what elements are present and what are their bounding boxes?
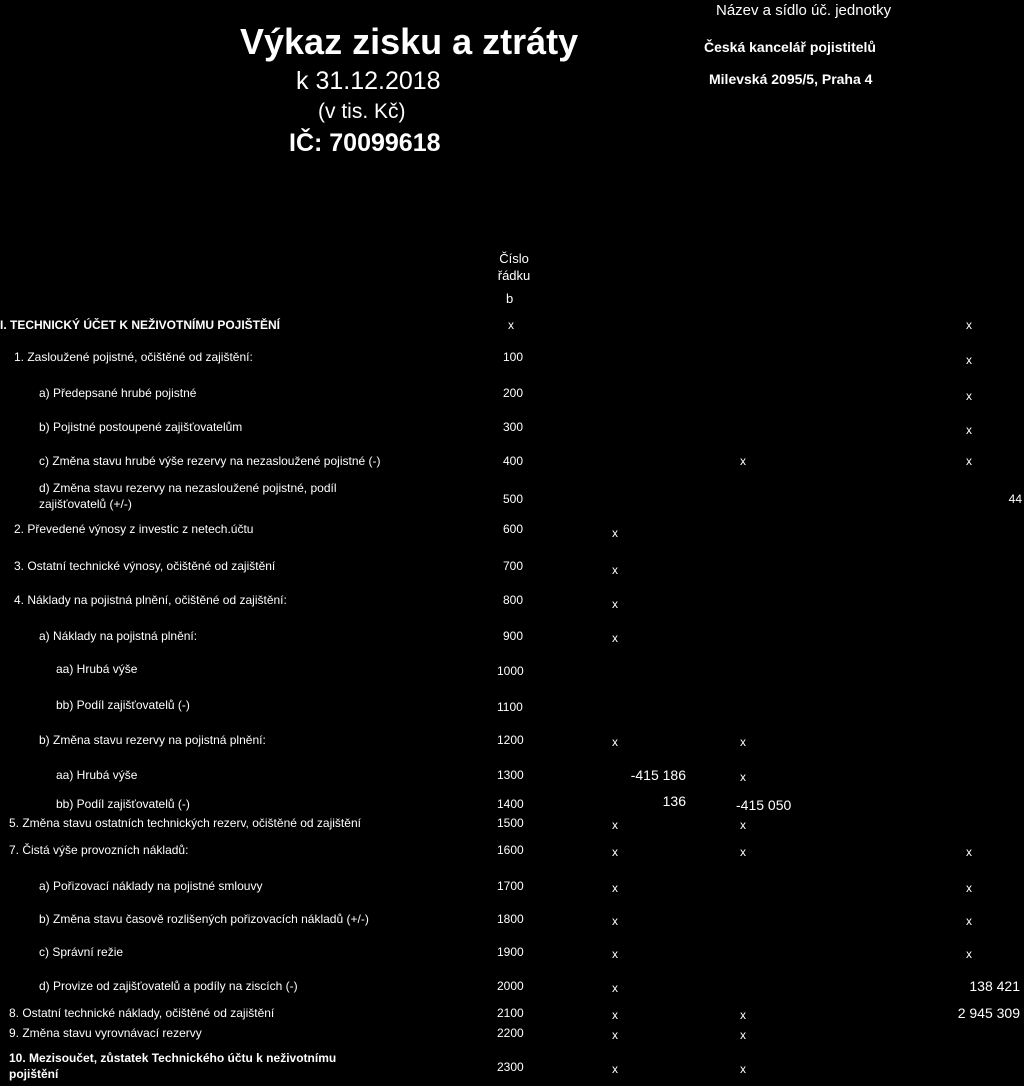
row-number: x bbox=[508, 318, 514, 332]
row-number: 100 bbox=[503, 350, 524, 364]
row-label: c) Správní režie bbox=[39, 945, 124, 959]
row-number: 2200 bbox=[497, 1026, 524, 1040]
entity-label: Název a sídlo úč. jednotky bbox=[716, 2, 892, 19]
row-label: aa) Hrubá výše bbox=[56, 768, 138, 782]
row-number: 1100 bbox=[497, 700, 523, 714]
row-number: 1900 bbox=[497, 945, 524, 959]
row-number: 500 bbox=[503, 492, 524, 506]
row-number: 2300 bbox=[497, 1060, 524, 1074]
entity-name: Česká kancelář pojistitelů bbox=[704, 39, 876, 55]
row-label: I. TECHNICKÝ ÚČET K NEŽIVOTNÍMU POJIŠTĚNÍ bbox=[0, 318, 281, 332]
row-col1: x bbox=[612, 1008, 618, 1022]
row-col1: x bbox=[612, 981, 618, 995]
row-col2: x bbox=[740, 818, 746, 832]
row-label: 4. Náklady na pojistná plnění, očištěné od zajištění: bbox=[14, 593, 287, 607]
row-number: 1700 bbox=[497, 879, 524, 893]
row-label: 10. Mezisoučet, zůstatek Technického účtu k neživotnímu pojištění bbox=[9, 1051, 337, 1081]
row-number: 700 bbox=[503, 559, 524, 573]
row-col2: x bbox=[740, 845, 746, 859]
row-col1: -415 186 bbox=[630, 767, 686, 783]
row-col3: x bbox=[966, 318, 972, 332]
row-number: 2000 bbox=[497, 979, 524, 993]
row-col3: x bbox=[966, 454, 972, 468]
row-label: 8. Ostatní technické náklady, očištěné od zajištění bbox=[9, 1006, 275, 1020]
row-col2: x bbox=[740, 770, 746, 784]
row-number: 800 bbox=[503, 593, 524, 607]
row-col1: x bbox=[612, 631, 618, 645]
row-number-header: Číslo řádku bbox=[497, 251, 531, 283]
row-label: d) Změna stavu rezervy na nezasloužené pojistné, podíl zajišťovatelů (+/-) bbox=[39, 481, 337, 511]
row-col1: x bbox=[612, 1062, 618, 1076]
row-number: 1000 bbox=[497, 664, 524, 678]
row-col3: x bbox=[966, 389, 972, 403]
row-label: d) Provize od zajišťovatelů a podíly na ziscích (-) bbox=[39, 979, 298, 993]
row-label: b) Změna stavu rezervy na pojistná plnění: bbox=[39, 733, 266, 747]
row-col2: x bbox=[740, 454, 746, 468]
row-number: 1300 bbox=[497, 768, 524, 782]
row-col2: x bbox=[740, 735, 746, 749]
row-number: 2100 bbox=[497, 1006, 524, 1020]
row-label: a) Předepsané hrubé pojistné bbox=[39, 386, 197, 400]
row-label: bb) Podíl zajišťovatelů (-) bbox=[56, 797, 190, 811]
row-label: 9. Změna stavu vyrovnávací rezervy bbox=[9, 1026, 202, 1040]
row-col4: 138 421 bbox=[969, 978, 1020, 994]
row-number: 600 bbox=[503, 522, 524, 536]
row-number: 200 bbox=[503, 386, 524, 400]
row-col3: x bbox=[966, 947, 972, 961]
row-col2: x bbox=[740, 1008, 746, 1022]
row-col1: x bbox=[612, 1028, 618, 1042]
entity-address: Milevská 2095/5, Praha 4 bbox=[709, 71, 873, 87]
row-col3: x bbox=[966, 423, 972, 437]
row-col1: x bbox=[612, 845, 618, 859]
row-number: 900 bbox=[503, 629, 524, 643]
row-col3: x bbox=[966, 353, 972, 367]
row-label: c) Změna stavu hrubé výše rezervy na nezasloužené pojistné (-) bbox=[39, 454, 381, 468]
row-col1: x bbox=[612, 881, 618, 895]
row-number-letter: b bbox=[506, 291, 514, 306]
row-col1: x bbox=[612, 526, 618, 540]
row-col3: x bbox=[966, 881, 972, 895]
row-label: aa) Hrubá výše bbox=[56, 662, 138, 676]
row-col3: x bbox=[966, 914, 972, 928]
row-label: 7. Čistá výše provozních nákladů: bbox=[9, 843, 189, 857]
report-date: k 31.12.2018 bbox=[296, 67, 441, 95]
row-label: a) Náklady na pojistná plnění: bbox=[39, 629, 198, 643]
report-title: Výkaz zisku a ztráty bbox=[240, 21, 579, 62]
row-col2: x bbox=[740, 1062, 746, 1076]
row-col3: x bbox=[966, 845, 972, 859]
row-label: 2. Převedené výnosy z investic z netech.účtu bbox=[14, 522, 254, 536]
row-col1: x bbox=[612, 914, 618, 928]
row-col1: 136 bbox=[662, 793, 686, 809]
row-label: a) Pořizovací náklady na pojistné smlouvy bbox=[39, 879, 263, 893]
row-number: 1400 bbox=[497, 797, 524, 811]
report-unit: (v tis. Kč) bbox=[318, 100, 406, 123]
row-label: bb) Podíl zajišťovatelů (-) bbox=[56, 698, 190, 712]
row-label: b) Změna stavu časově rozlišených pořizovacích nákladů (+/-) bbox=[39, 912, 369, 926]
row-col4: 2 945 309 bbox=[957, 1005, 1020, 1021]
row-label: 3. Ostatní technické výnosy, očištěné od zajištění bbox=[14, 559, 276, 573]
row-col1: x bbox=[612, 735, 618, 749]
row-number: 1200 bbox=[497, 733, 524, 747]
row-label: 5. Změna stavu ostatních technických rezerv, očištěné od zajištění bbox=[9, 816, 361, 830]
row-number: 1500 bbox=[497, 816, 524, 830]
company-id: IČ: 70099618 bbox=[289, 129, 441, 157]
row-number: 300 bbox=[503, 420, 524, 434]
row-label: b) Pojistné postoupené zajišťovatelům bbox=[39, 420, 243, 434]
row-col1: x bbox=[612, 597, 618, 611]
row-number: 1600 bbox=[497, 843, 524, 857]
row-number: 1800 bbox=[497, 912, 524, 926]
row-label: 1. Zasloužené pojistné, očištěné od zajištění: bbox=[14, 350, 253, 364]
row-col2: x bbox=[740, 1028, 746, 1042]
row-col1: x bbox=[612, 818, 618, 832]
row-col2: -415 050 bbox=[736, 797, 792, 813]
row-col1: x bbox=[612, 563, 618, 577]
row-number: 400 bbox=[503, 454, 524, 468]
row-col4: 44 bbox=[1008, 492, 1022, 506]
row-col1: x bbox=[612, 947, 618, 961]
